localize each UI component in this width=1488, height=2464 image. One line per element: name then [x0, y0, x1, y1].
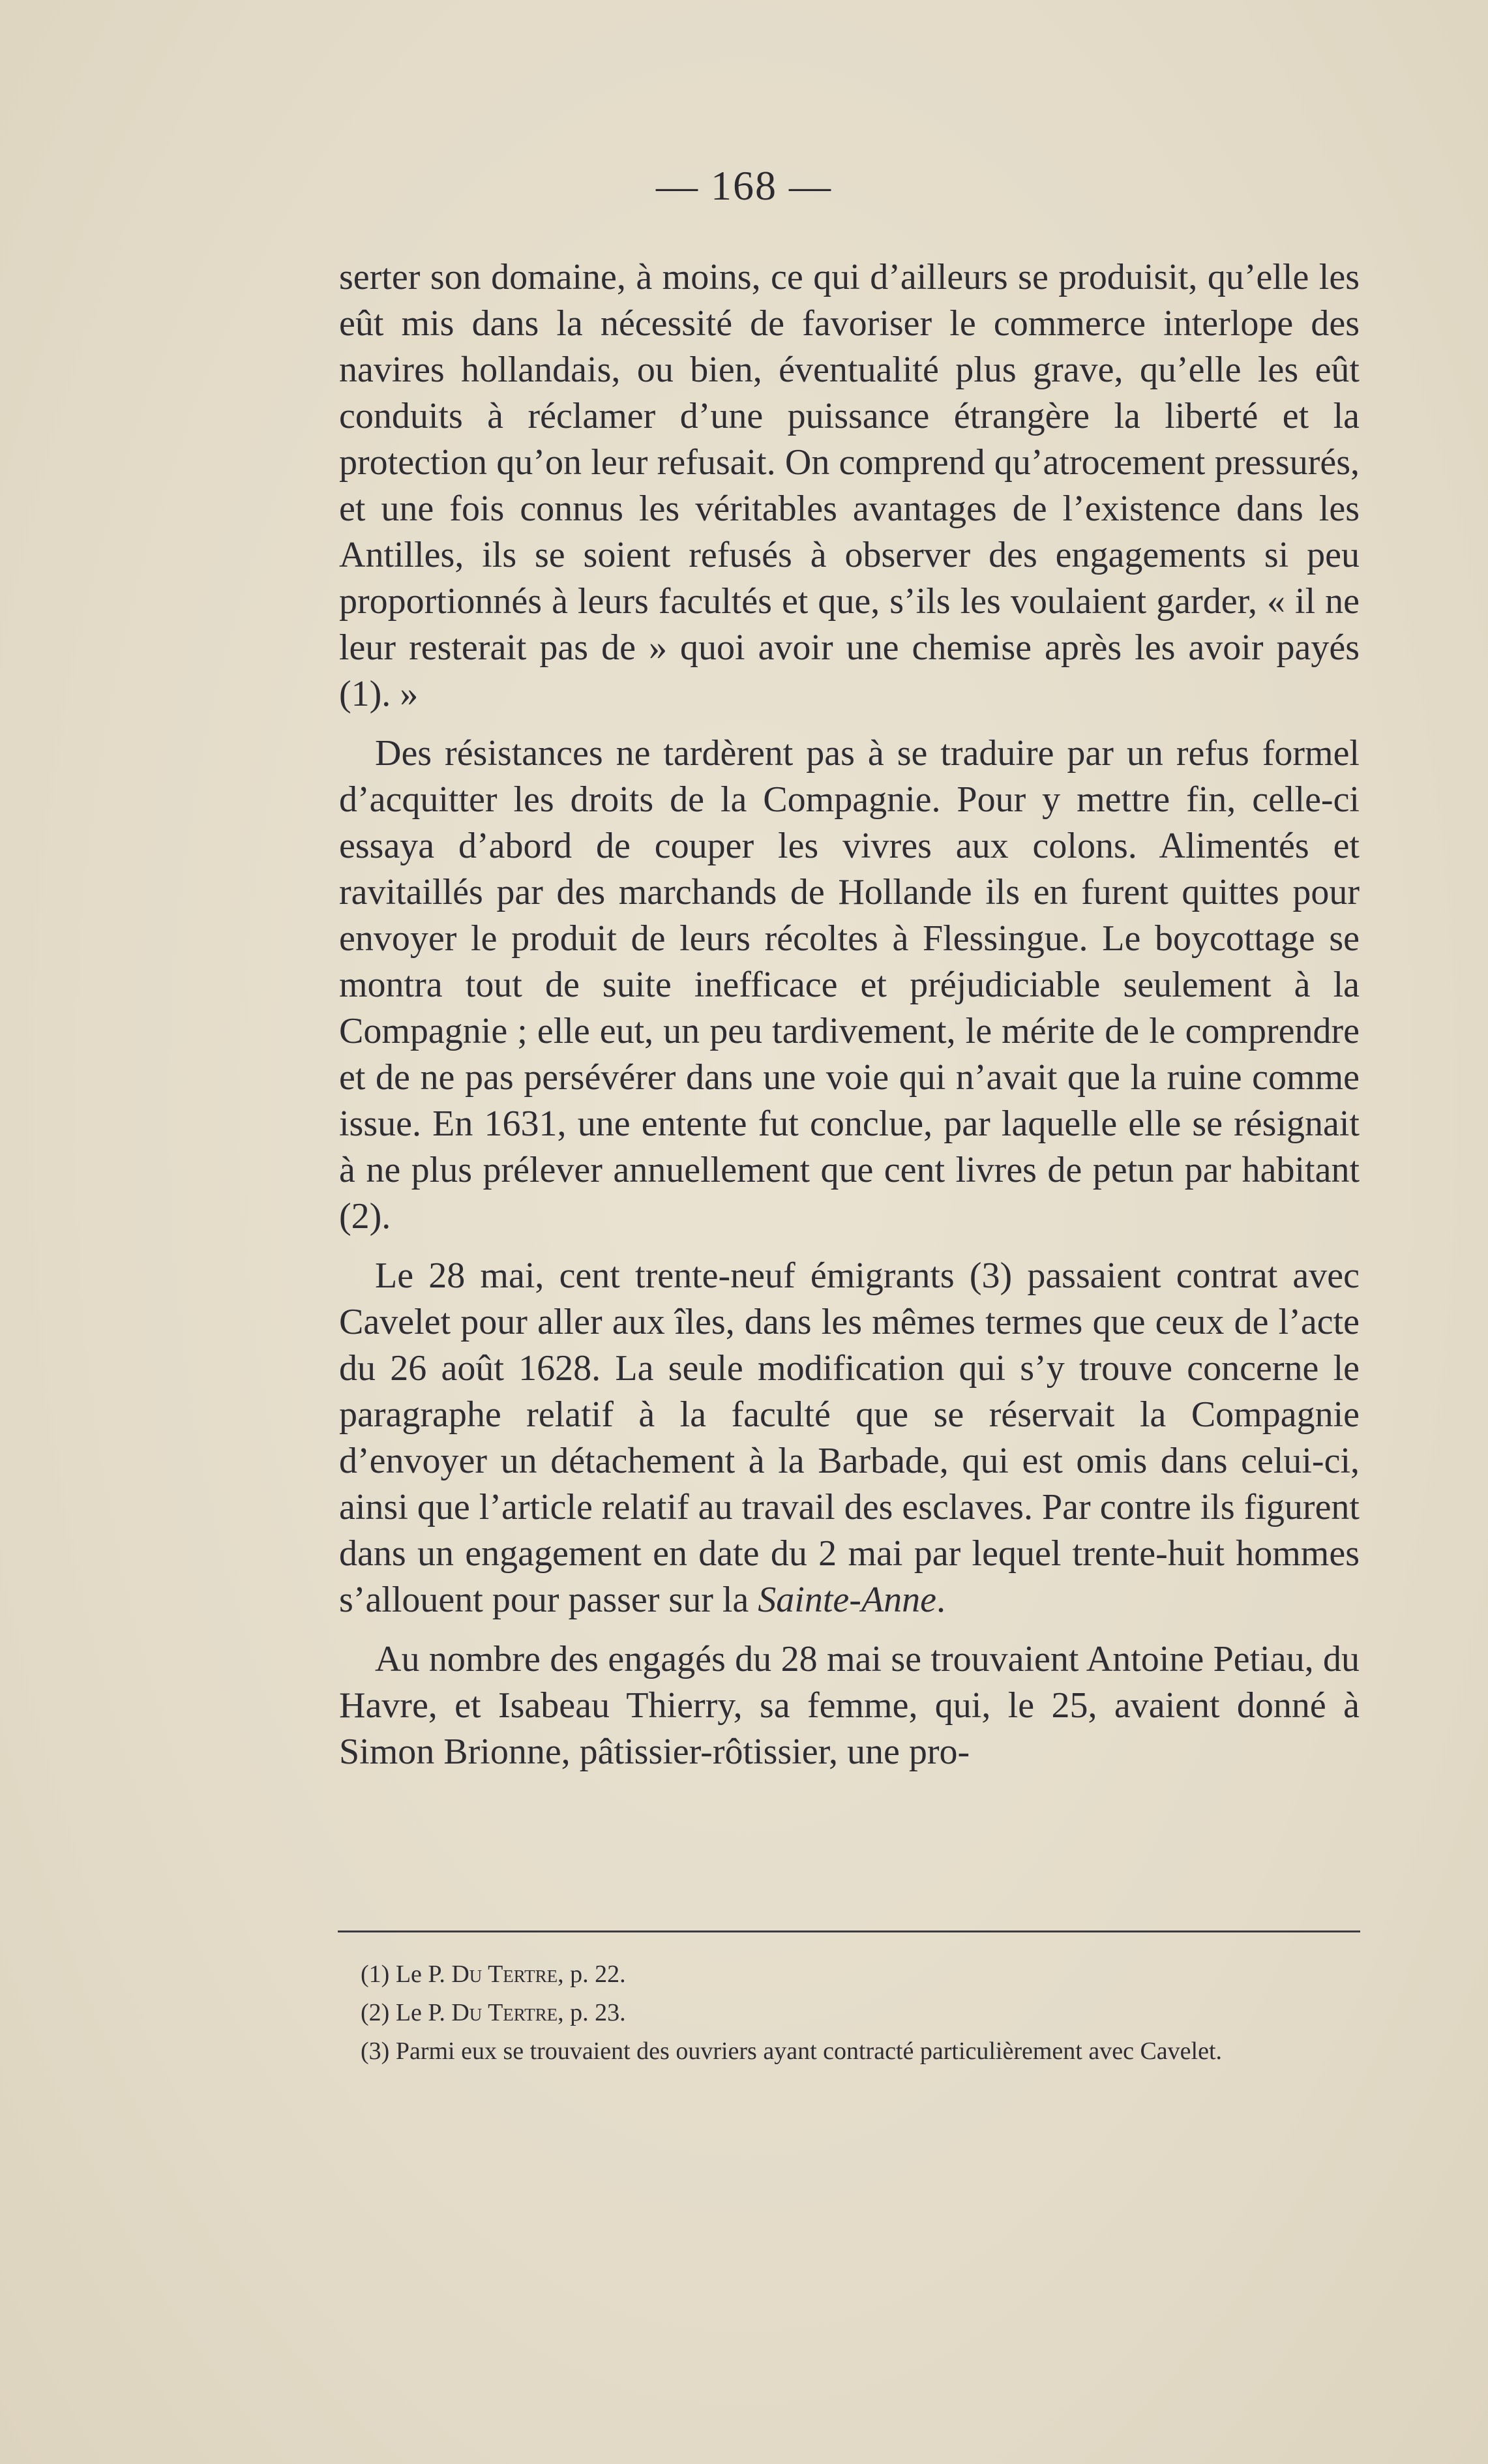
- footnote-3-text: Parmi eux se trouvaient des ouvriers ayant contracté particulièrement avec Cavelet.: [395, 2037, 1223, 2065]
- paragraph-resistances: Des résistances ne tardèrent pas à se traduire par un refus formel d’acquitter les droits de la Compagnie. Pour y mettre fin, celle-ci essaya d’abord de couper les vivres aux colons. Alimentés et ravitaillés par des marchands de Hollande ils en furent quittes pour envoyer le produit de leurs récoltes à Flessingue. Le boycottage se montra tout de suite inefficace et préjudiciable seulement à la Compagnie ; elle eut, un peu tardivement, le mérite de le comprendre et de ne pas persévérer dans une voie qui n’avait que la ruine comme issue. En 1631, une entente fut conclue, par laquelle elle se résignait à ne plus prélever annuellement que cent livres de petun par habitant (2).: [339, 733, 1360, 1237]
- footnote-2-prefix: Le P.: [395, 1999, 445, 2026]
- footnote-1: [338, 1960, 1360, 1989]
- footnote-3-number: (3): [361, 2037, 390, 2065]
- footnote-1-number: (1): [361, 1961, 390, 1988]
- paragraph-emigrants: [339, 1253, 1360, 1623]
- main-text: [339, 254, 1360, 1775]
- page-number: — 168 —: [656, 162, 832, 209]
- footnote-2-ref: , p. 23.: [558, 1999, 626, 2026]
- footnote-divider: [338, 1931, 1360, 1932]
- paragraph-engages: Au nombre des engagés du 28 mai se trouvaient Antoine Petiau, du Havre, et Isabeau Thierry, sa femme, qui, le 25, avaient donné à Simon Brionne, pâtissier-rôtissier, une pro-: [339, 1639, 1360, 1772]
- paragraph-emigrants-text: Le 28 mai, cent trente-neuf émigrants (3) passaient contrat avec Cavelet pour aller aux îles, dans les mêmes termes que ceux de l’acte du 26 août 1628. La seule modification qui s’y trouve concerne le paragraphe relatif à la faculté que se réservait la Compagnie d’envoyer un détachement à la Barbade, qui est omis dans celui-ci, ainsi que l’article relatif au travail des esclaves. Par contre ils figurent dans un engagement en date du 2 mai par lequel trente-huit hommes s’allouent pour passer sur la: [339, 1255, 1360, 1620]
- footnote-2-number: (2): [361, 1999, 390, 2026]
- footnote-2-author: Du Tertre: [451, 1999, 558, 2026]
- footnotes: [338, 1960, 1360, 2075]
- paragraph-continuation: serter son domaine, à moins, ce qui d’ailleurs se produisit, qu’elle les eût mis dans la nécessité de favoriser le commerce interlope des navires hollandais, ou bien, éventualité plus grave, qu’elle les eût conduits à réclamer d’une puissance étrangère la liberté et la protection qu’on leur refusait. On comprend qu’atrocement pressurés, et une fois connus les véritables avantages de l’existence dans les Antilles, ils se soient refusés à observer des engagements si peu proportionnés à leurs facultés et que, s’ils les voulaient garder, « il ne leur resterait pas de » quoi avoir une chemise après les avoir payés (1). »: [339, 257, 1360, 714]
- ship-name: Sainte-Anne: [758, 1580, 936, 1620]
- footnote-3: [338, 2037, 1360, 2066]
- footnote-1-author: Du Tertre: [451, 1961, 558, 1988]
- footnote-1-ref: , p. 22.: [558, 1961, 626, 1988]
- footnote-1-prefix: Le P.: [395, 1961, 445, 1988]
- footnote-2: [338, 1998, 1360, 2028]
- ship-name-end: .: [936, 1580, 945, 1620]
